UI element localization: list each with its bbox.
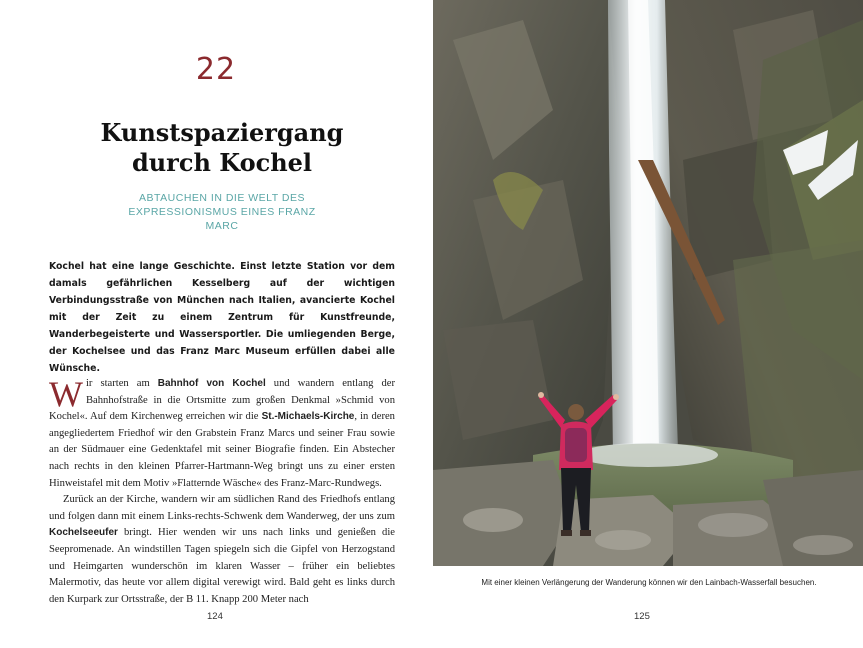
text-span: ir starten am [85, 378, 158, 389]
chapter-number: 22 [195, 52, 237, 87]
paragraph-2 [49, 492, 395, 608]
bold-place-name: St.-Michaels-Kirche [261, 411, 355, 423]
page-number-right: 125 [634, 611, 650, 622]
drop-cap: W [49, 374, 83, 414]
paragraph-1 [49, 376, 395, 492]
text-span: Zurück an der Kirche, wandern wir am südlichen Rand des Friedhofs entlang und folgen dann mit einem Links-rechts-Schwenk dem Wanderweg, der uns zum [49, 494, 395, 522]
title-line-2: durch Kochel [131, 148, 313, 177]
page-number-left: 124 [207, 611, 223, 622]
text-span: , in deren angegliedertem Friedhof wir den Grabstein Franz Marcs und seiner Frau sowie an der Südmauer eine Gedenktafel mit seiner Biografie finden. Ein Abstecher nach rechts in den kleinen Pfarrer-Hartmann-Weg bringt uns zu einer ersten Hinweistafel mit dem Motiv »Flatternde Wäsche« des Franz-Marc-Rundwegs. [49, 411, 395, 489]
waterfall-photo [433, 0, 863, 566]
bold-place-name: Kochelseeufer [49, 527, 118, 539]
text-span: bringt. Hier wenden wir uns nach links und genießen die Seepromenade. An windstillen Tagen spiegeln sich die Gipfel von Herzogstand und Heimgarten wunderschön im klaren Wasser – früher ein beliebtes Malermotiv, das heute vor allem digital verewigt wird. Bald geht es links durch den Kurpark zur Ortsstraße, der B 11. Knapp 200 Meter nach [49, 527, 395, 605]
lead-paragraph [49, 258, 395, 377]
text-span: und wandern entlang der Bahnhofstraße in die Ortsmitte zum großen Denkmal »Schmid von Kochel«. Auf dem Kirchenweg erreichen wir die [49, 378, 395, 423]
lead-text: Kochel hat eine lange Geschichte. Einst letzte Station vor dem damals gefährlichen Kesselberg auf der wichtigen Verbindungsstraße von München nach Italien, avancierte Kochel mit der Zeit zu einem Zentrum für Kunstfreunde, Wanderbegeisterte und Wassersportler. Die umliegenden Berge, der Kochelsee und das Franz Marc Museum erfüllen dabei alle Wünsche. [49, 261, 395, 374]
photo-caption: Mit einer kleinen Verlängerung der Wanderung können wir den Lainbach-Wasserfall besuchen. [481, 578, 817, 587]
body-text [49, 376, 395, 608]
chapter-title [60, 118, 384, 178]
title-line-1: Kunstspaziergang [100, 118, 344, 147]
bold-place-name: Bahnhof von Kochel [157, 378, 266, 389]
chapter-subtitle: ABTAUCHEN IN DIE WELT DES EXPRESSIONISMUS EINES FRANZ MARC [128, 192, 316, 232]
